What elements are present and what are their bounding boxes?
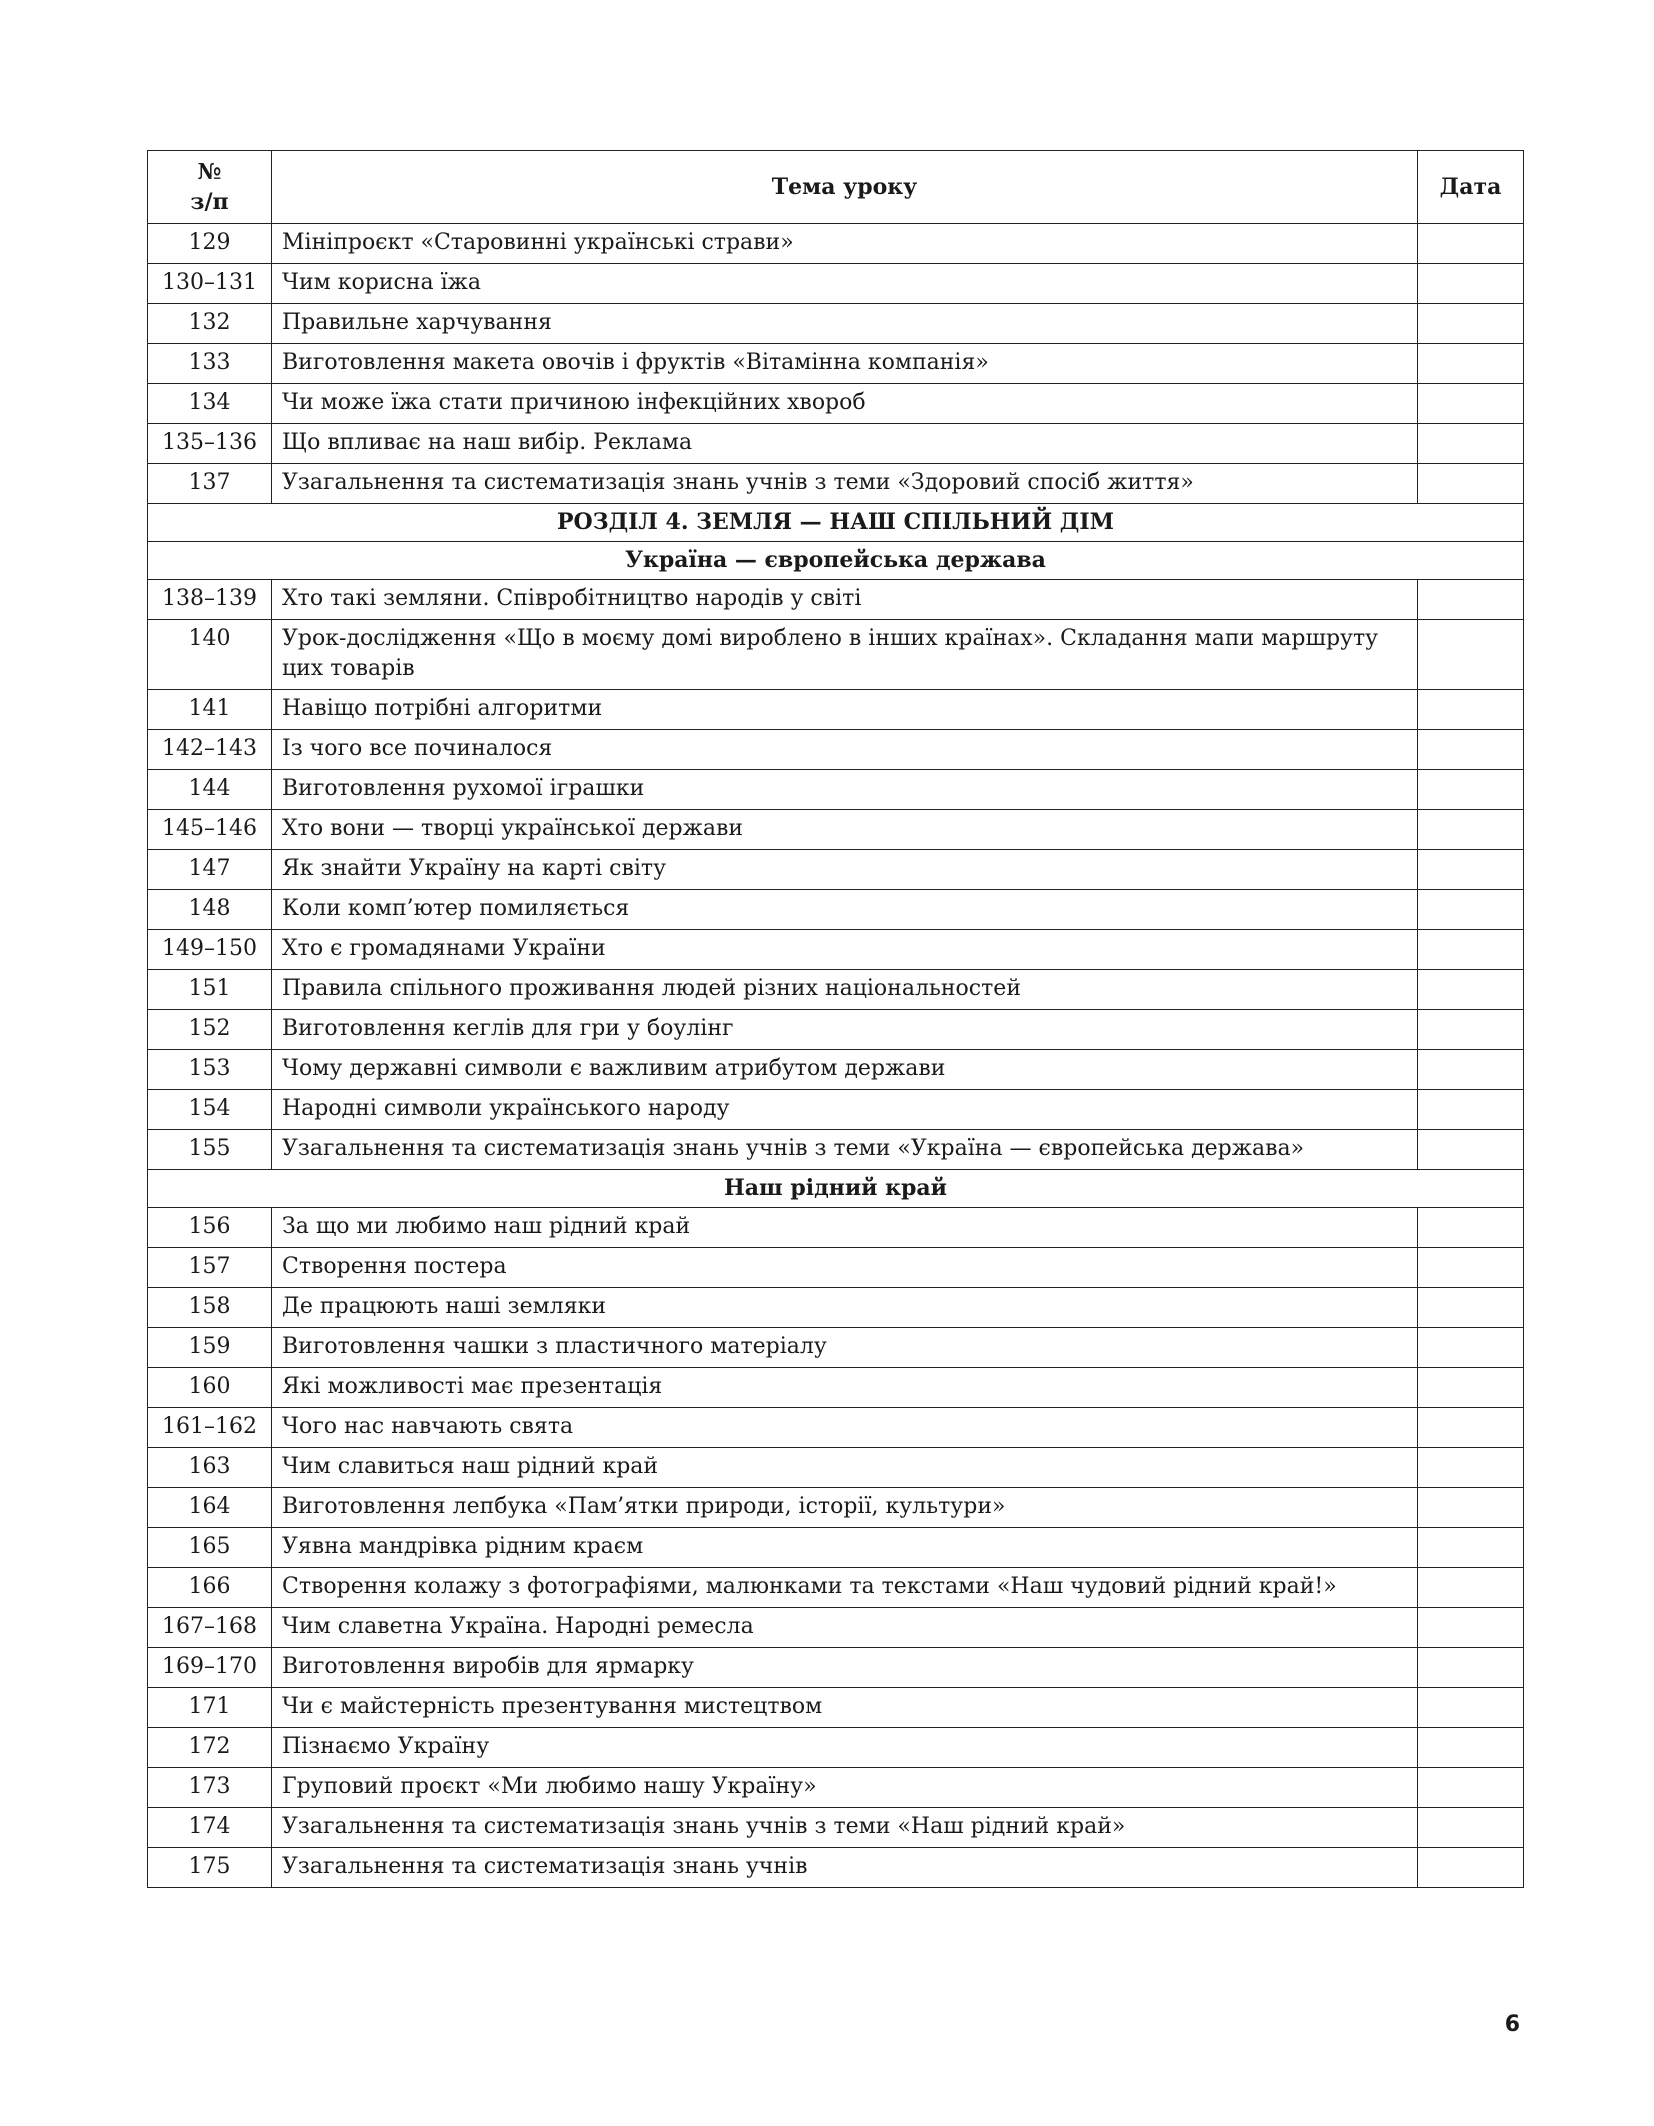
table-row xyxy=(148,1208,1524,1248)
lesson-number: 155 xyxy=(148,1130,272,1170)
table-row xyxy=(148,1808,1524,1848)
table-row xyxy=(148,1528,1524,1568)
table-row xyxy=(148,384,1524,424)
table-row xyxy=(148,770,1524,810)
lesson-number: 132 xyxy=(148,304,272,344)
lesson-date-cell xyxy=(1418,1010,1524,1050)
table-row xyxy=(148,1050,1524,1090)
lesson-topic: Навіщо потрібні алгоритми xyxy=(272,690,1418,730)
table-row xyxy=(148,304,1524,344)
lesson-date-cell xyxy=(1418,970,1524,1010)
lesson-date-cell xyxy=(1418,1328,1524,1368)
lesson-date-cell xyxy=(1418,1848,1524,1888)
lesson-topic: Мініпроєкт «Старовинні українські страви» xyxy=(272,224,1418,264)
table-row xyxy=(148,1328,1524,1368)
lesson-number: 147 xyxy=(148,850,272,890)
lesson-plan-table xyxy=(147,150,1524,1888)
lesson-number: 173 xyxy=(148,1768,272,1808)
table-row xyxy=(148,1768,1524,1808)
table-row xyxy=(148,1608,1524,1648)
lesson-date-cell xyxy=(1418,1808,1524,1848)
lesson-date-cell xyxy=(1418,1208,1524,1248)
lesson-topic: Уявна мандрівка рідним краєм xyxy=(272,1528,1418,1568)
table-row xyxy=(148,620,1524,690)
table-body xyxy=(148,224,1524,1888)
lesson-topic: Що впливає на наш вибір. Реклама xyxy=(272,424,1418,464)
lesson-date-cell xyxy=(1418,580,1524,620)
lesson-number: 152 xyxy=(148,1010,272,1050)
lesson-topic: Чим славиться наш рідний край xyxy=(272,1448,1418,1488)
table-row xyxy=(148,1408,1524,1448)
lesson-topic: Хто вони — творці української держави xyxy=(272,810,1418,850)
lesson-topic: Виготовлення макета овочів і фруктів «Вітамінна компанія» xyxy=(272,344,1418,384)
column-header-number xyxy=(148,151,272,224)
lesson-number: 134 xyxy=(148,384,272,424)
lesson-date-cell xyxy=(1418,304,1524,344)
lesson-date-cell xyxy=(1418,224,1524,264)
lesson-number: 167–168 xyxy=(148,1608,272,1648)
lesson-date-cell xyxy=(1418,1248,1524,1288)
lesson-topic: Груповий проєкт «Ми любимо нашу Україну» xyxy=(272,1768,1418,1808)
lesson-date-cell xyxy=(1418,1768,1524,1808)
subsection-title: Наш рідний край xyxy=(148,1170,1524,1208)
lesson-topic: Чи є майстерність презентування мистецтвом xyxy=(272,1688,1418,1728)
table-header-row xyxy=(148,151,1524,224)
lesson-number: 142–143 xyxy=(148,730,272,770)
lesson-date-cell xyxy=(1418,1568,1524,1608)
subsection-title: Україна — європейська держава xyxy=(148,542,1524,580)
lesson-date-cell xyxy=(1418,890,1524,930)
lesson-date-cell xyxy=(1418,344,1524,384)
subsection-heading-row xyxy=(148,1170,1524,1208)
table-row xyxy=(148,930,1524,970)
lesson-topic: Виготовлення рухомої іграшки xyxy=(272,770,1418,810)
column-header-number-abbrev: з/п xyxy=(190,189,229,215)
lesson-topic: Створення постера xyxy=(272,1248,1418,1288)
table-row xyxy=(148,690,1524,730)
lesson-topic: Узагальнення та систематизація знань учнів з теми «Україна — європейська держава» xyxy=(272,1130,1418,1170)
table-row xyxy=(148,1288,1524,1328)
table-row xyxy=(148,1488,1524,1528)
lesson-number: 169–170 xyxy=(148,1648,272,1688)
lesson-number: 151 xyxy=(148,970,272,1010)
lesson-number: 160 xyxy=(148,1368,272,1408)
lesson-date-cell xyxy=(1418,810,1524,850)
table-row xyxy=(148,970,1524,1010)
lesson-number: 154 xyxy=(148,1090,272,1130)
table-row xyxy=(148,1248,1524,1288)
table-row xyxy=(148,1090,1524,1130)
lesson-number: 133 xyxy=(148,344,272,384)
table-row xyxy=(148,1368,1524,1408)
lesson-date-cell xyxy=(1418,1288,1524,1328)
table-row xyxy=(148,344,1524,384)
lesson-number: 135–136 xyxy=(148,424,272,464)
lesson-topic: За що ми любимо наш рідний край xyxy=(272,1208,1418,1248)
column-header-number-symbol: № xyxy=(197,159,222,185)
lesson-topic: Хто такі земляни. Співробітництво народів у світі xyxy=(272,580,1418,620)
lesson-number: 157 xyxy=(148,1248,272,1288)
lesson-number: 158 xyxy=(148,1288,272,1328)
lesson-date-cell xyxy=(1418,850,1524,890)
lesson-number: 140 xyxy=(148,620,272,690)
column-header-topic: Тема уроку xyxy=(272,151,1418,224)
lesson-date-cell xyxy=(1418,384,1524,424)
table-row xyxy=(148,1848,1524,1888)
table-row xyxy=(148,810,1524,850)
table-row xyxy=(148,1728,1524,1768)
lesson-number: 141 xyxy=(148,690,272,730)
lesson-date-cell xyxy=(1418,1130,1524,1170)
lesson-date-cell xyxy=(1418,1408,1524,1448)
lesson-date-cell xyxy=(1418,620,1524,690)
table-row xyxy=(148,1648,1524,1688)
lesson-number: 163 xyxy=(148,1448,272,1488)
lesson-topic: Чого нас навчають свята xyxy=(272,1408,1418,1448)
lesson-topic: Як знайти Україну на карті світу xyxy=(272,850,1418,890)
lesson-topic: Чим славетна Україна. Народні ремесла xyxy=(272,1608,1418,1648)
lesson-number: 175 xyxy=(148,1848,272,1888)
section-heading-row xyxy=(148,504,1524,542)
lesson-date-cell xyxy=(1418,690,1524,730)
lesson-topic: Виготовлення лепбука «Пам’ятки природи, історії, культури» xyxy=(272,1488,1418,1528)
section-title: РОЗДІЛ 4. ЗЕМЛЯ — НАШ СПІЛЬНИЙ ДІМ xyxy=(148,504,1524,542)
table-row xyxy=(148,730,1524,770)
lesson-date-cell xyxy=(1418,930,1524,970)
lesson-date-cell xyxy=(1418,1648,1524,1688)
subsection-heading-row xyxy=(148,542,1524,580)
lesson-topic: Чим корисна їжа xyxy=(272,264,1418,304)
lesson-number: 164 xyxy=(148,1488,272,1528)
lesson-topic: Узагальнення та систематизація знань учнів з теми «Наш рідний край» xyxy=(272,1808,1418,1848)
lesson-topic: Із чого все починалося xyxy=(272,730,1418,770)
lesson-number: 129 xyxy=(148,224,272,264)
table-row xyxy=(148,850,1524,890)
lesson-number: 174 xyxy=(148,1808,272,1848)
lesson-topic: Які можливості має презентація xyxy=(272,1368,1418,1408)
lesson-date-cell xyxy=(1418,1528,1524,1568)
lesson-topic: Виготовлення чашки з пластичного матеріалу xyxy=(272,1328,1418,1368)
lesson-number: 156 xyxy=(148,1208,272,1248)
lesson-date-cell xyxy=(1418,464,1524,504)
lesson-number: 172 xyxy=(148,1728,272,1768)
lesson-date-cell xyxy=(1418,424,1524,464)
lesson-date-cell xyxy=(1418,1728,1524,1768)
lesson-number: 171 xyxy=(148,1688,272,1728)
lesson-topic: Правильне харчування xyxy=(272,304,1418,344)
lesson-topic: Виготовлення кеглів для гри у боулінг xyxy=(272,1010,1418,1050)
lesson-date-cell xyxy=(1418,770,1524,810)
table-row xyxy=(148,1130,1524,1170)
lesson-date-cell xyxy=(1418,1608,1524,1648)
lesson-topic: Коли комп’ютер помиляється xyxy=(272,890,1418,930)
lesson-number: 165 xyxy=(148,1528,272,1568)
lesson-topic: Пізнаємо Україну xyxy=(272,1728,1418,1768)
lesson-date-cell xyxy=(1418,730,1524,770)
lesson-topic: Виготовлення виробів для ярмарку xyxy=(272,1648,1418,1688)
lesson-number: 144 xyxy=(148,770,272,810)
table-row xyxy=(148,580,1524,620)
lesson-topic: Правила спільного проживання людей різних національностей xyxy=(272,970,1418,1010)
lesson-topic: Де працюють наші земляки xyxy=(272,1288,1418,1328)
lesson-topic: Хто є громадянами України xyxy=(272,930,1418,970)
table-row xyxy=(148,1448,1524,1488)
table-row xyxy=(148,1568,1524,1608)
lesson-number: 148 xyxy=(148,890,272,930)
lesson-number: 149–150 xyxy=(148,930,272,970)
table-row xyxy=(148,1010,1524,1050)
lesson-date-cell xyxy=(1418,1050,1524,1090)
lesson-topic: Урок-дослідження «Що в моєму домі вироблено в інших країнах». Складання мапи маршруту цих товарів xyxy=(272,620,1418,690)
lesson-topic: Створення колажу з фотографіями, малюнками та текстами «Наш чудовий рідний край!» xyxy=(272,1568,1418,1608)
lesson-date-cell xyxy=(1418,1688,1524,1728)
lesson-number: 161–162 xyxy=(148,1408,272,1448)
lesson-date-cell xyxy=(1418,1448,1524,1488)
lesson-number: 130–131 xyxy=(148,264,272,304)
lesson-date-cell xyxy=(1418,1090,1524,1130)
lesson-number: 137 xyxy=(148,464,272,504)
lesson-topic: Народні символи українського народу xyxy=(272,1090,1418,1130)
table-row xyxy=(148,264,1524,304)
lesson-number: 166 xyxy=(148,1568,272,1608)
lesson-topic: Узагальнення та систематизація знань учнів з теми «Здоровий спосіб життя» xyxy=(272,464,1418,504)
table-row xyxy=(148,224,1524,264)
lesson-topic: Узагальнення та систематизація знань учнів xyxy=(272,1848,1418,1888)
lesson-number: 153 xyxy=(148,1050,272,1090)
lesson-topic: Чому державні символи є важливим атрибутом держави xyxy=(272,1050,1418,1090)
table-row xyxy=(148,424,1524,464)
lesson-date-cell xyxy=(1418,1368,1524,1408)
table-row xyxy=(148,890,1524,930)
lesson-number: 159 xyxy=(148,1328,272,1368)
table-row xyxy=(148,1688,1524,1728)
lesson-date-cell xyxy=(1418,1488,1524,1528)
table-row xyxy=(148,464,1524,504)
lesson-topic: Чи може їжа стати причиною інфекційних хвороб xyxy=(272,384,1418,424)
page-number: 6 xyxy=(1504,2012,1520,2037)
lesson-date-cell xyxy=(1418,264,1524,304)
column-header-date: Дата xyxy=(1418,151,1524,224)
lesson-number: 138–139 xyxy=(148,580,272,620)
lesson-number: 145–146 xyxy=(148,810,272,850)
